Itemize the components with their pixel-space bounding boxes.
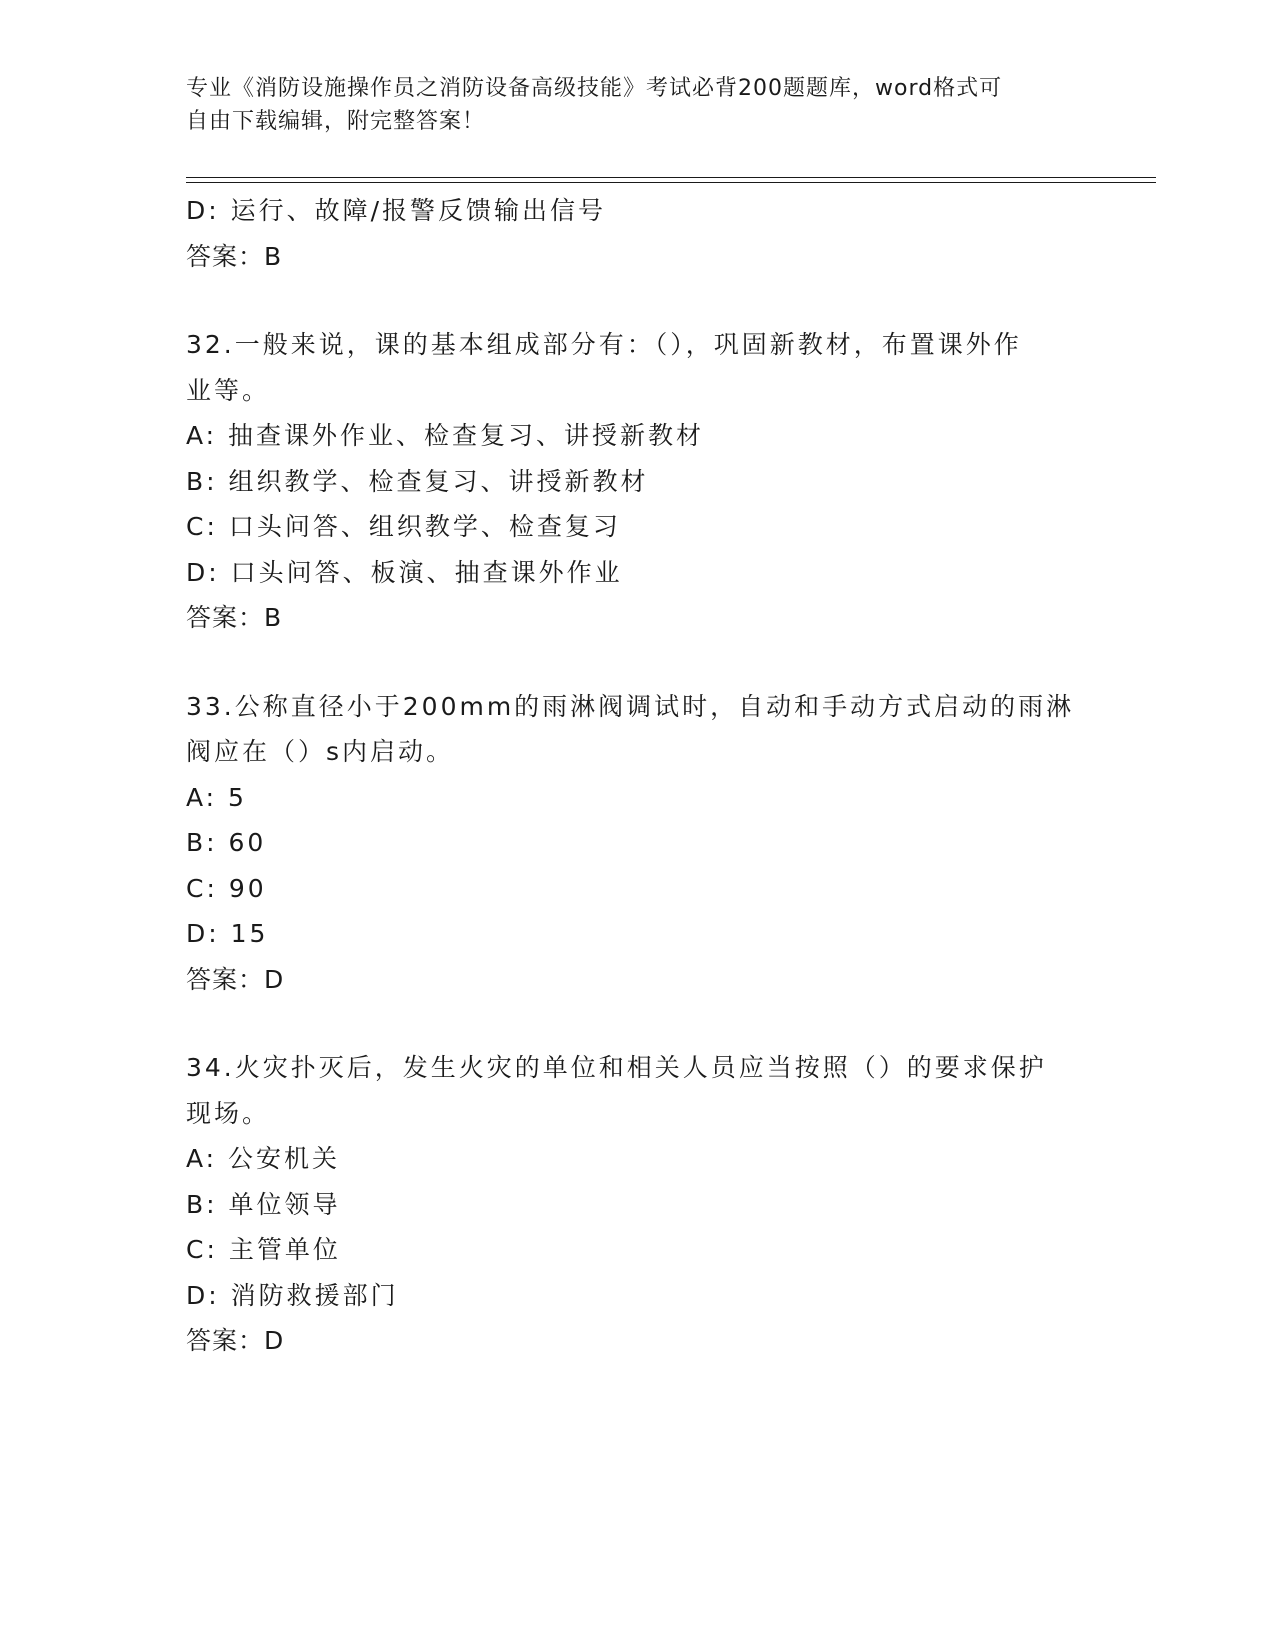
question-stem-line-2: 阀应在（）s内启动。 — [186, 737, 455, 766]
option-c: C: 口头问答、组织教学、检查复习 — [186, 512, 621, 541]
option-b: B: 组织教学、检查复习、讲授新教材 — [186, 466, 649, 496]
question-34 — [186, 1045, 1086, 1364]
option-b: B: 60 — [186, 828, 267, 857]
option-a: A: 公安机关 — [186, 1144, 341, 1173]
option-d: D: 15 — [186, 919, 269, 948]
option-c: C: 主管单位 — [186, 1235, 341, 1264]
question-stem-line-2: 业等。 — [186, 375, 271, 405]
question-32 — [186, 322, 1086, 641]
header-line-1: 专业《消防设施操作员之消防设备高级技能》考试必背200题题库，word格式可 — [186, 76, 1003, 101]
previous-question-tail — [186, 188, 1086, 279]
question-stem-line-2: 现场。 — [186, 1098, 271, 1128]
option-c: C: 90 — [186, 873, 267, 903]
option-d: D: 消防救援部门 — [186, 1280, 399, 1310]
question-stem-line-1: 32.一般来说，课的基本组成部分有：（），巩固新教材，布置课外作 — [186, 330, 1022, 359]
document-header — [186, 72, 1086, 138]
option-d: D: 口头问答、板演、抽查课外作业 — [186, 557, 623, 587]
header-line-2: 自由下载编辑，附完整答案！ — [186, 109, 486, 134]
option-d: D: 运行、故障/报警反馈输出信号 — [186, 196, 607, 225]
answer-line: 答案：D — [186, 964, 285, 994]
header-divider-bottom — [186, 182, 1156, 183]
option-b: B: 单位领导 — [186, 1189, 341, 1219]
header-divider-top — [186, 177, 1156, 178]
question-list — [186, 188, 1086, 1364]
question-33 — [186, 684, 1086, 1003]
answer-line: 答案：B — [186, 241, 283, 271]
question-stem-line-1: 34.火灾扑灭后，发生火灾的单位和相关人员应当按照（）的要求保护 — [186, 1053, 1047, 1082]
answer-line: 答案：D — [186, 1326, 285, 1355]
option-a: A: 抽查课外作业、检查复习、讲授新教材 — [186, 421, 705, 450]
option-a: A: 5 — [186, 782, 247, 812]
answer-line: 答案：B — [186, 603, 283, 632]
question-stem-line-1: 33.公称直径小于200mm的雨淋阀调试时，自动和手动方式启动的雨淋 — [186, 691, 1075, 721]
